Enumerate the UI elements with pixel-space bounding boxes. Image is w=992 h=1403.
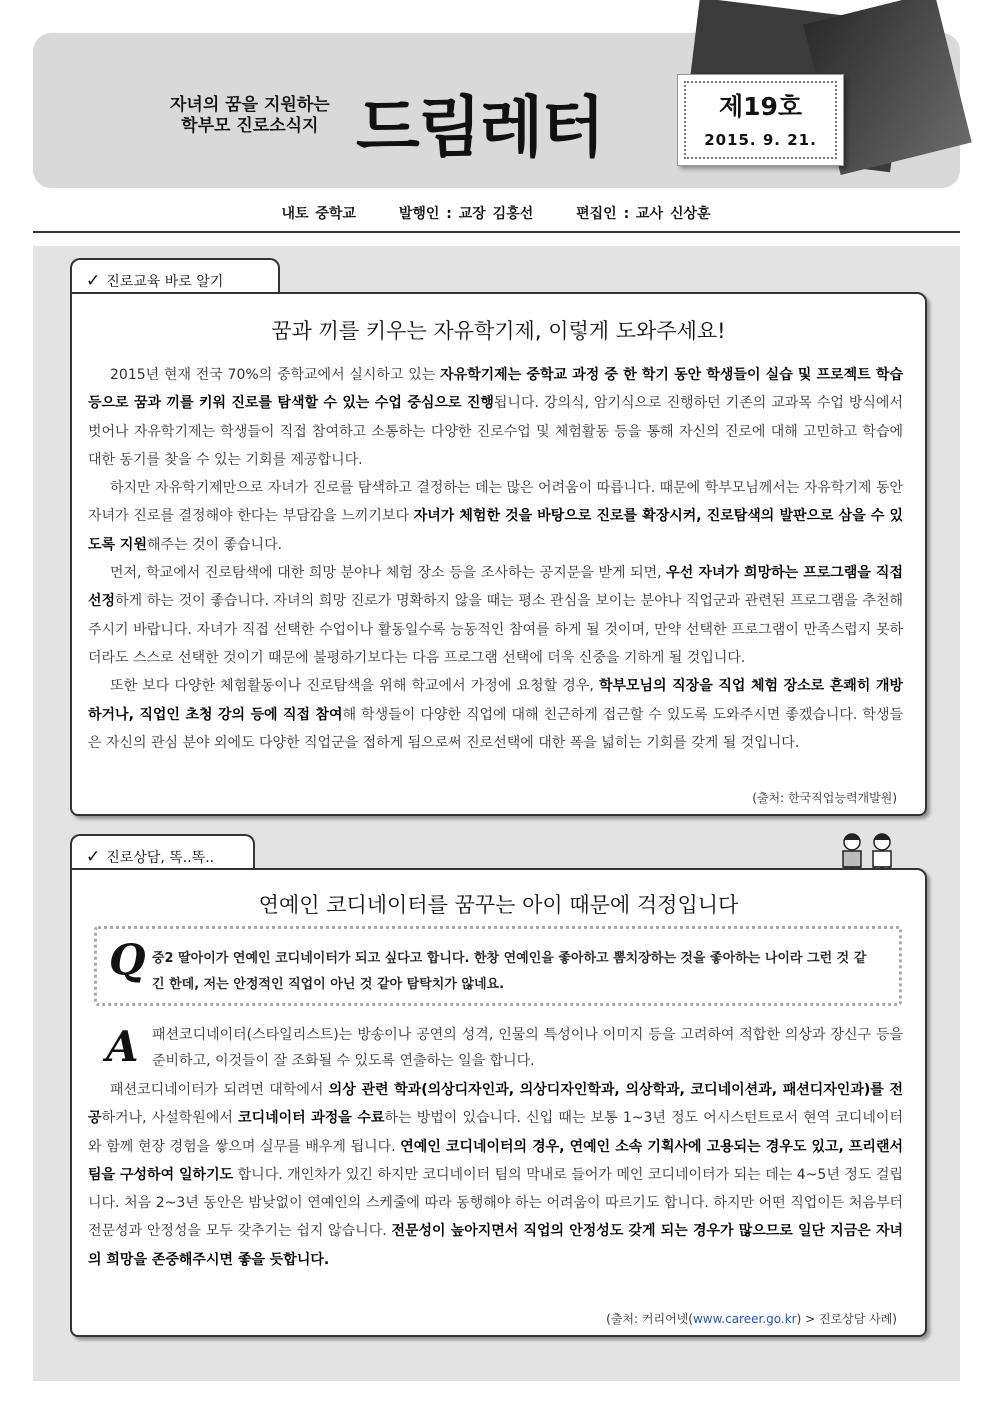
section2-source: (출처: 커리어넷(www.career.go.kr) > 진로상담 사례) <box>600 1310 897 1327</box>
section2-tab <box>70 834 255 870</box>
masthead-subtitle <box>170 95 330 137</box>
career-net-link[interactable]: www.career.go.kr <box>692 1312 797 1326</box>
section1-source: (출처: 한국직업능력개발원) <box>746 789 897 806</box>
school-name: 내토 중학교 <box>281 206 356 222</box>
checkmark-icon: ✓ <box>86 271 101 291</box>
section1-paragraph: 먼저, 학교에서 진로탐색에 대한 희망 분야나 체험 장소 등을 조사하는 공지문을 받게 되면, 우선 자녀가 희망하는 프로그램을 직접 선정하게 하는 것이 좋습니다. 자녀의 희망 진로가 명확하지 않을 때는 평소 관심을 보이는 분야나 직업군과 관련된 프로그램을 추천해주시기 바랍니다. 자녀가 직접 선택한 수업이나 활동일수록 능동적인 참여를 하게 될 것이며, 만약 선택한 프로그램이 만족스럽지 못하더라도 스스로 선택한 것이기 때문에 불평하기보다는 다음 프로그램 선택에 더욱 신중을 기하게 될 것입니다. <box>88 565 903 666</box>
header-divider <box>33 231 960 233</box>
section1-paragraph: 또한 보다 다양한 체험활동이나 진로탐색을 위해 학교에서 가정에 요청할 경우, 학부모님의 직장을 직업 체험 장소로 흔쾌히 개방하거나, 직업인 초청 강의 등에 직접 참여해 학생들이 다양한 직업에 대해 친근하게 접근할 수 있도록 도와주시면 좋겠습니다. 학생들은 자신의 관심 분야 외에도 다양한 직업군을 접하게 됨으로써 진로선택에 대한 폭을 넓히는 기회를 갖게 될 것입니다. <box>88 678 903 751</box>
answer-paragraph-1: 패션코디네이터(스타일리스트)는 방송이나 공연의 성격, 인물의 특성이나 이미지 등을 고려하여 적합한 의상과 장신구 등을 준비하고, 이것들이 잘 조화될 수 있도록 연출하는 일을 합니다. <box>152 1027 903 1069</box>
section2-title: 연예인 코디네이터를 꿈꾸는 아이 때문에 걱정입니다 <box>258 893 739 917</box>
editor-name: 편집인 : 교사 신상훈 <box>576 206 711 222</box>
answer-mark-letter: A <box>106 1022 139 1071</box>
section1-paragraph: 하지만 자유학기제만으로 자녀가 진로를 탐색하고 결정하는 데는 많은 어려움이 따릅니다. 때문에 학부모님께서는 자유학기제 동안 자녀가 진로를 결정해야 한다는 부담감을 느끼기보다 자녀가 체험한 것을 바탕으로 진로를 확장시켜, 진로탐색의 발판으로 삼을 수 있도록 지원해주는 것이 좋습니다. <box>88 480 904 553</box>
section1-body <box>88 361 903 757</box>
issue-number: 제19호 <box>718 92 803 121</box>
question-text: 중2 딸아이가 연예인 코디네이터가 되고 싶다고 합니다. 한창 연예인을 좋아하고 뽐치장하는 것을 좋아하는 나이라 그런 것 같긴 한데, 저는 안정적인 직업이 아닌 것 같아 탐탁치가 않네요. <box>152 951 867 992</box>
answer-intro <box>152 1022 903 1074</box>
section1-paragraph: 2015년 현재 전국 70%의 중학교에서 실시하고 있는 자유학기제는 중학교 과정 중 한 학기 동안 학생들이 실습 및 프로젝트 학습 등으로 꿈과 끼를 키워 진로를 탐색할 수 있는 수업 중심으로 진행됩니다. 강의식, 암기식으로 진행하던 기존의 교과목 수업 방식에서 벗어나 자유학기제는 학생들이 직접 참여하고 소통하는 다양한 진로수업 및 체험활동 등을 통해 자신의 진로에 대해 고민하고 학습에 대한 동기를 찾을 수 있는 기회를 제공합니다. <box>88 367 903 468</box>
section2-box <box>70 868 927 1337</box>
issue-date: 2015. 9. 21. <box>704 131 817 149</box>
issue-card <box>677 74 844 166</box>
checkmark-icon: ✓ <box>86 847 101 867</box>
question-mark-letter: Q <box>109 935 146 984</box>
section1-box <box>70 292 927 816</box>
publisher-name: 발행인 : 교장 김홍선 <box>398 206 534 222</box>
answer-body <box>88 1076 903 1274</box>
subtitle-line-2: 학부모 진로소식지 <box>181 116 319 136</box>
section1-title: 꿈과 끼를 키우는 자유학기제, 이렇게 도와주세요! <box>271 319 726 343</box>
answer-paragraph-2: 패션코디네이터가 되려면 대학에서 의상 관련 학과(의상디자인과, 의상디자인학과, 의상학과, 코디네이션과, 패션디자인과)를 전공하거나, 사설학원에서 코디네이터 과정을 수료하는 방법이 있습니다. 신입 때는 보통 1~3년 정도 어시스턴트로서 현역 코디네이터와 함께 현장 경험을 쌓으며 실무를 배우게 됩니다. 연예인 코디네이터의 경우, 연예인 소속 기획사에 고용되는 경우도 있고, 프리랜서 팀을 구성하여 일하기도 합니다. 개인차가 있긴 하지만 코디네이터 팀의 막내로 들어가 메인 코디네이터가 되는 데는 4~5년 정도 걸립니다. 처음 2~3년 동안은 밤낮없이 연예인의 스케줄에 따라 동행해야 하는 어려움이 따르기도 합니다. 하지만 어떤 직업이든 처음부터 전문성과 안정성을 모두 갖추기는 쉽지 않습니다. 전문성이 높아지면서 직업의 안정성도 갖게 되는 경우가 많으므로 일단 지금은 자녀의 희망을 존중해주시면 좋을 듯합니다. <box>88 1082 904 1268</box>
publisher-line <box>0 203 992 223</box>
section1-tab <box>70 258 280 294</box>
section1-tab-label: 진로교육 바로 알기 <box>106 274 224 290</box>
subtitle-line-1: 자녀의 꿈을 지원하는 <box>170 95 330 115</box>
newsletter-logo: 드림레터 <box>356 89 604 166</box>
question-box <box>94 926 902 1006</box>
section2-tab-label: 진로상담, 똑..똑.. <box>106 850 215 866</box>
